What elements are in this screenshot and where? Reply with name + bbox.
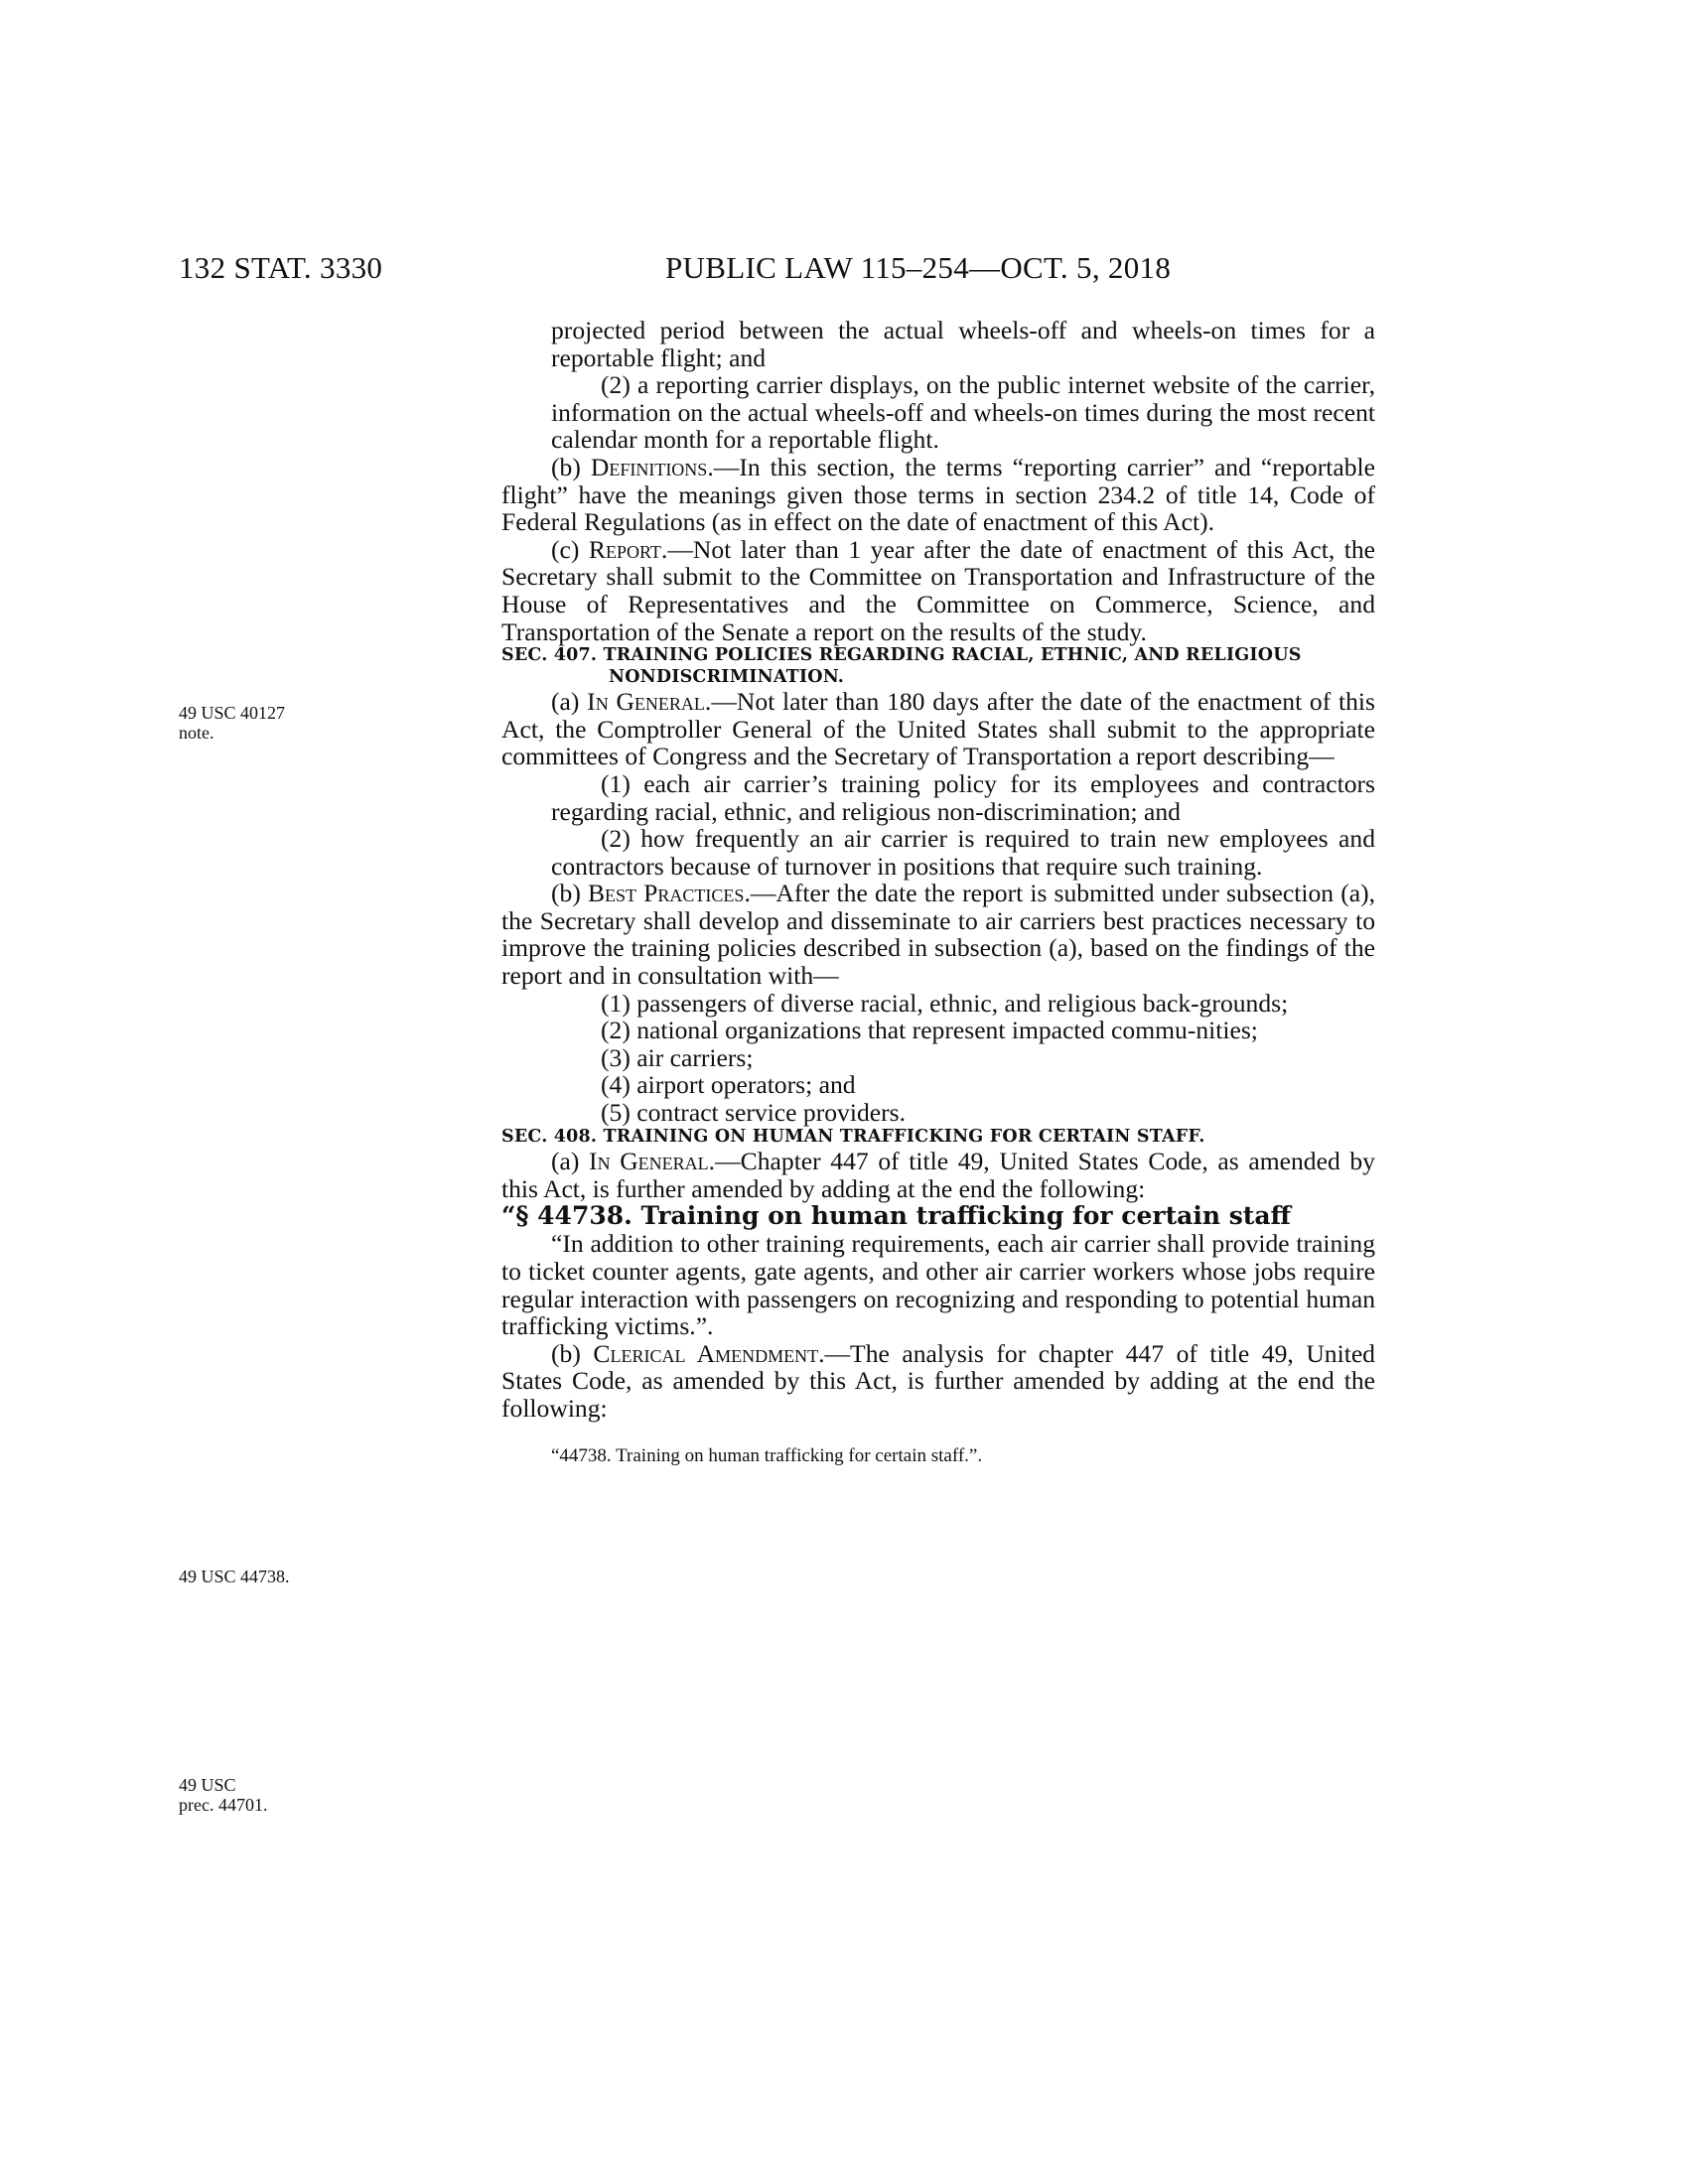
section-44738-heading: “§ 44738. Training on human trafficking for certain staff (501, 1201, 1292, 1231)
subsection-heading: Best Practices (587, 879, 745, 908)
margin-note-44738 (179, 1567, 290, 1586)
sec407-b-item-2: (2) national organizations that represent impacted commu-nities; (601, 1016, 1258, 1045)
margin-note-line: prec. 44701. (179, 1795, 268, 1815)
sec407-b-item-4: (4) airport operators; and (601, 1070, 856, 1100)
sec408-subsection-b (501, 1340, 1375, 1423)
page-running-title: PUBLIC LAW 115–254—OCT. 5, 2018 (665, 250, 1172, 285)
subsection-text: .—The analysis for chapter 447 of title 49, United States Code, as amended by this Act, is further amended by adding at the end the following: (501, 1338, 1375, 1423)
margin-note-line: 49 USC 40127 (179, 703, 286, 723)
section-44738-text: “In addition to other training requirements, each air carrier shall provide training to ticket counter agents, gate agents, and other air carrier workers whose jobs require regular interaction with passengers on recognizing and responding to potential human trafficking victims.”. (501, 1229, 1375, 1341)
section-408-heading: SEC. 408. TRAINING ON HUMAN TRAFFICKING FOR CERTAIN STAFF. (501, 1126, 1205, 1147)
paragraph-item-2: (2) a reporting carrier displays, on the public internet website of the carrier, information on the actual wheels-off and wheels-on times during the most recent calendar month for a reportable flight. (551, 370, 1375, 455)
subsection-heading: Definitions (590, 452, 708, 481)
subsection-text: .—Not later than 180 days after the date of the enactment of this Act, the Comptroller General of the United States shall submit to the appropriate committees of Congress and the Secretary of Transportation a report describing— (501, 687, 1375, 771)
sec407-a-item-1: (1) each air carrier’s training policy for its employees and contractors regarding racial, ethnic, and religious non-discrimination; and (551, 768, 1375, 826)
margin-note-line: 49 USC 44738. (179, 1567, 290, 1586)
main-text-column (501, 317, 1375, 1467)
sec407-b-item-5: (5) contract service providers. (601, 1098, 906, 1128)
sec407-a-item-2: (2) how frequently an air carrier is required to train new employees and contractors because of turnover in positions that require such training. (551, 824, 1375, 881)
margin-note-line: note. (179, 723, 214, 743)
margin-note-44701 (179, 1775, 267, 1815)
subsection-text: .—After the date the report is submitted under subsection (a), the Secretary shall develop and disseminate to air carriers best practices necessary to improve the training policies described in subsection (a), based on the findings of the report and in consultation with— (501, 879, 1376, 991)
section-407-heading: SEC. 407. TRAINING POLICIES REGARDING RACIAL, ETHNIC, AND RELIGIOUS NONDISCRIMINATION. (501, 645, 1302, 687)
subsection-label: (c) (551, 534, 589, 564)
subsection-text: .—Not later than 1 year after the date of enactment of this Act, the Secretary shall submit to the Committee on Transportation and Infrastructure of the House of Representatives and the Committee on Commerce, Science, and Transportation of the Senate a report on the results of the study. (501, 534, 1375, 646)
paragraph-continuation: projected period between the actual wheels-off and wheels-on times for a reportable flight; and (551, 316, 1375, 372)
sec408-subsection-a (501, 1148, 1375, 1202)
margin-note-sec407 (179, 703, 285, 743)
sec407-subsection-b (501, 880, 1375, 989)
subsection-heading: Clerical Amendment (593, 1338, 819, 1368)
subsection-label: (b) (551, 1338, 594, 1368)
sec407-b-item-3: (3) air carriers; (601, 1042, 754, 1072)
subsection-heading: In General (587, 687, 705, 717)
sec407-subsection-a (501, 688, 1375, 770)
subsection-label: (b) (551, 452, 591, 481)
margin-note-line: 49 USC (179, 1775, 236, 1795)
subsection-text: .—In this section, the terms “reporting carrier” and “reportable flight” have the meanings given those terms in section 234.2 of title 14, Code of Federal Regulations (as in effect on the date of enactment of this Act). (501, 452, 1375, 537)
subsection-label: (a) (551, 1147, 590, 1176)
subsection-heading: In General (589, 1147, 709, 1176)
subsection-heading: Report (588, 534, 661, 564)
page-statute-number: 132 STAT. 3330 (179, 250, 383, 285)
clerical-amendment-item: “44738. Training on human trafficking for certain staff.”. (551, 1445, 983, 1467)
subsection-text: .—Chapter 447 of title 49, United States Code, as amended by this Act, is further amended by adding at the end the following: (501, 1147, 1375, 1203)
subsection-c-report (501, 536, 1375, 645)
subsection-b-definitions (501, 454, 1375, 536)
subsection-label: (a) (551, 687, 588, 717)
sec407-b-item-1: (1) passengers of diverse racial, ethnic, and religious back-grounds; (601, 988, 1289, 1018)
subsection-label: (b) (551, 879, 588, 908)
